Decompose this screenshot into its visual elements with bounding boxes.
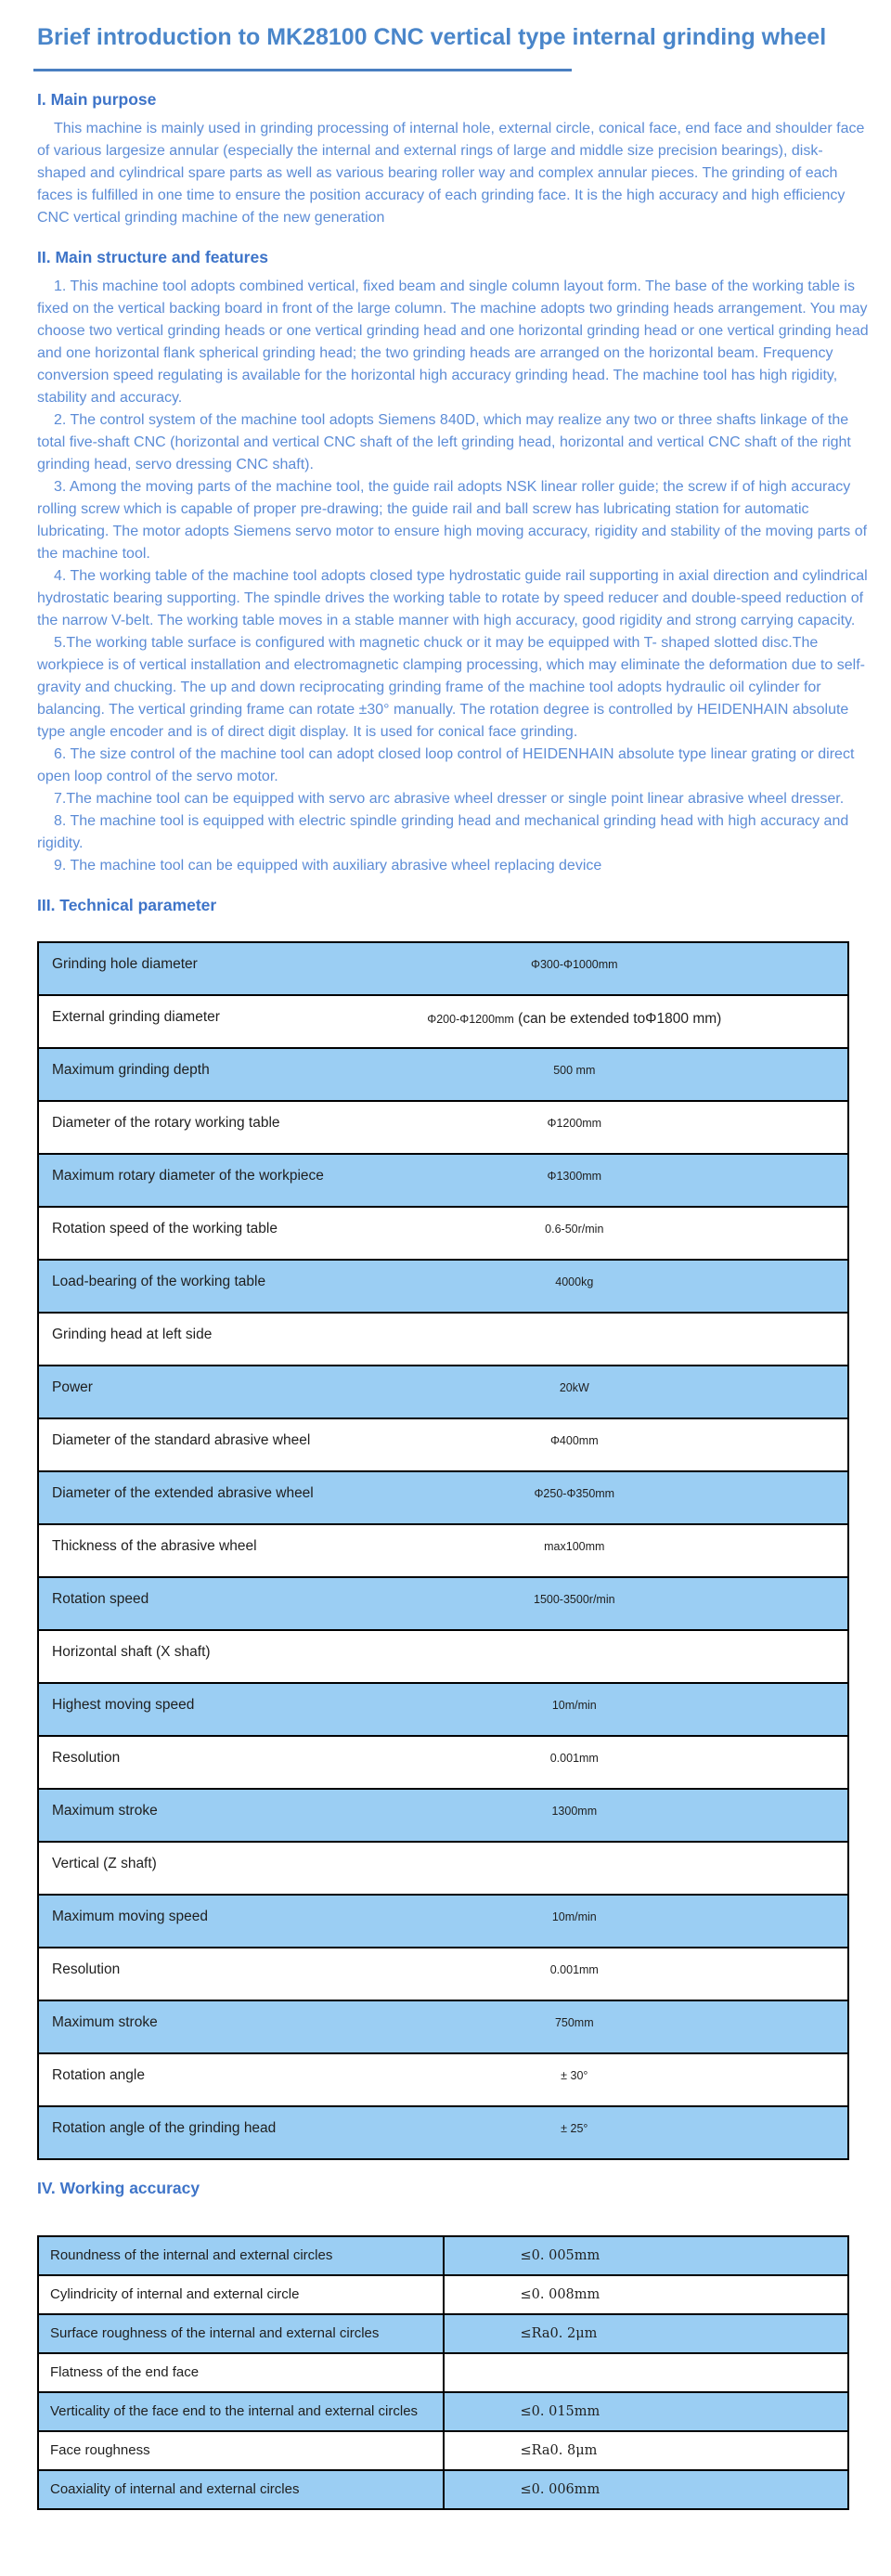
parameter-label: Coaxiality of internal and external circles bbox=[38, 2470, 444, 2509]
parameter-value: 750mm bbox=[411, 2000, 848, 2053]
parameter-label: Face roughness bbox=[38, 2431, 444, 2470]
feature-item: 5.The working table surface is configured with magnetic chuck or it may be equipped with T- shaped slotted disc.The workpiece is of vertical installation and electromagnetic clamping processing, which may eliminate the deformation due to self-gravity and chucking. The up and down reciprocating grinding frame of the machine tool adopts hydraulic oil cylinder for balancing. The vertical grinding frame can rotate ±30° manually. The rotation degree is controlled by HEIDENHAIN absolute type angle encoder and is of direct digit display. It is used for conical face grinding. bbox=[37, 634, 865, 740]
parameter-value: Φ250-Φ350mm bbox=[411, 1471, 848, 1524]
parameter-label: Maximum moving speed bbox=[38, 1895, 411, 1948]
parameter-label: Vertical (Z shaft) bbox=[38, 1842, 411, 1895]
parameter-label: Rotation speed bbox=[38, 1577, 411, 1630]
table-row bbox=[38, 1683, 848, 1736]
feature-item: 6. The size control of the machine tool can adopt closed loop control of HEIDENHAIN absolute type linear grating or direct open loop control of the servo motor. bbox=[37, 745, 855, 784]
main-purpose-paragraph: This machine is mainly used in grinding processing of internal hole, external circle, conical face, end face and shoulder face of various largesize annular (especially the internal and external rings of large and middle size precision bearings), disk-shaped and cylindrical spare parts as well as various bearing roller way and complex annular pieces. The grinding of each faces is fulfilled in one time to ensure the position accuracy of each grinding face. It is the high accuracy and high efficiency CNC vertical grinding machine of the new generation bbox=[37, 120, 865, 226]
parameter-label: External grinding diameter bbox=[38, 995, 411, 1048]
parameter-value: max100mm bbox=[411, 1524, 848, 1577]
parameter-value: 1500-3500r/min bbox=[411, 1577, 848, 1630]
table-row bbox=[38, 1366, 848, 1418]
parameter-value: ≤Ra0. 8μm bbox=[444, 2431, 849, 2470]
parameter-label: Thickness of the abrasive wheel bbox=[38, 1524, 411, 1577]
parameter-value: 1300mm bbox=[411, 1789, 848, 1842]
parameter-label: Maximum stroke bbox=[38, 2000, 411, 2053]
parameter-value: ≤0. 006mm bbox=[444, 2470, 849, 2509]
table-row bbox=[38, 1577, 848, 1630]
parameter-value: ± 30° bbox=[411, 2053, 848, 2106]
parameter-value: 0.001mm bbox=[411, 1948, 848, 2000]
title-underline bbox=[33, 69, 572, 71]
table-row bbox=[38, 2353, 848, 2392]
parameter-label: Cylindricity of internal and external circle bbox=[38, 2275, 444, 2314]
feature-item: 3. Among the moving parts of the machine tool, the guide rail adopts NSK linear roller guide; the screw if of high accuracy rolling screw which is capable of proper pre-drawing; the guide rail and ball screw has lubricating station for automatic lubricating. The motor adopts Siemens servo motor to ensure high moving accuracy, rigidity and stability of the moving parts of the machine tool. bbox=[37, 478, 868, 562]
parameter-value: 10m/min bbox=[411, 1895, 848, 1948]
parameter-value: Φ200-Φ1200mm (can be extended toΦ1800 mm) bbox=[411, 995, 848, 1048]
table-row bbox=[38, 1895, 848, 1948]
parameter-label: Flatness of the end face bbox=[38, 2353, 444, 2392]
parameter-value: ≤0. 008mm bbox=[444, 2275, 849, 2314]
parameter-label: Diameter of the rotary working table bbox=[38, 1101, 411, 1154]
section-heading-working-accuracy: IV. Working accuracy bbox=[37, 2178, 200, 2197]
parameter-label: Verticality of the face end to the internal and external circles bbox=[38, 2392, 444, 2431]
feature-item: 8. The machine tool is equipped with electric spindle grinding head and mechanical grinding head with high accuracy and rigidity. bbox=[37, 812, 849, 851]
section-heading-main-purpose: I. Main purpose bbox=[37, 89, 157, 109]
section-heading-structure-features: II. Main structure and features bbox=[37, 247, 268, 266]
table-row bbox=[38, 1789, 848, 1842]
parameter-value: 20kW bbox=[411, 1366, 848, 1418]
parameter-value: ± 25° bbox=[411, 2106, 848, 2159]
parameter-value: Φ1200mm bbox=[411, 1101, 848, 1154]
table-row bbox=[38, 2314, 848, 2353]
table-row bbox=[38, 942, 848, 995]
parameter-value: Φ300-Φ1000mm bbox=[411, 942, 848, 995]
parameter-value: ≤0. 005mm bbox=[444, 2236, 849, 2275]
table-row bbox=[38, 2392, 848, 2431]
feature-item: 7.The machine tool can be equipped with servo arc abrasive wheel dresser or single point linear abrasive wheel dresser. bbox=[54, 790, 845, 807]
parameter-label: Grinding hole diameter bbox=[38, 942, 411, 995]
table-row bbox=[38, 1842, 848, 1895]
parameter-label: Rotation speed of the working table bbox=[38, 1207, 411, 1260]
table-row bbox=[38, 1313, 848, 1366]
table-row bbox=[38, 1418, 848, 1471]
parameter-value: 10m/min bbox=[411, 1683, 848, 1736]
feature-item: 2. The control system of the machine tool adopts Siemens 840D, which may realize any two or three shafts linkage of the total five-shaft CNC (horizontal and vertical CNC shaft of the left grinding head, horizontal and vertical CNC shaft of the right grinding head, servo dressing CNC shaft). bbox=[37, 411, 851, 472]
table-row bbox=[38, 2053, 848, 2106]
parameter-value: 0.6-50r/min bbox=[411, 1207, 848, 1260]
table-row bbox=[38, 2470, 848, 2509]
parameter-label: Rotation angle of the grinding head bbox=[38, 2106, 411, 2159]
parameter-value: 0.001mm bbox=[411, 1736, 848, 1789]
table-row bbox=[38, 2000, 848, 2053]
table-row bbox=[38, 2431, 848, 2470]
table-row bbox=[38, 1471, 848, 1524]
table-row bbox=[38, 1524, 848, 1577]
table-row bbox=[38, 995, 848, 1048]
table-row bbox=[38, 1736, 848, 1789]
parameter-value-note: (can be extended toΦ1800 mm) bbox=[513, 1010, 722, 1027]
parameter-value: ≤Ra0. 2μm bbox=[444, 2314, 849, 2353]
table-row bbox=[38, 2275, 848, 2314]
parameter-value bbox=[444, 2353, 849, 2392]
table-row bbox=[38, 1101, 848, 1154]
parameter-label: Resolution bbox=[38, 1948, 411, 2000]
table-row bbox=[38, 1048, 848, 1101]
table-row bbox=[38, 2236, 848, 2275]
parameter-value bbox=[411, 1313, 848, 1366]
table-row bbox=[38, 1630, 848, 1683]
parameter-label: Maximum stroke bbox=[38, 1789, 411, 1842]
feature-item: 9. The machine tool can be equipped with auxiliary abrasive wheel replacing device bbox=[54, 857, 602, 874]
parameter-label: Grinding head at left side bbox=[38, 1313, 411, 1366]
table-row bbox=[38, 1207, 848, 1260]
working-accuracy-table bbox=[37, 2235, 849, 2510]
parameter-value: 4000kg bbox=[411, 1260, 848, 1313]
parameter-value bbox=[411, 1842, 848, 1895]
parameter-value: Φ1300mm bbox=[411, 1154, 848, 1207]
parameter-value bbox=[411, 1630, 848, 1683]
parameter-label: Rotation angle bbox=[38, 2053, 411, 2106]
parameter-value: 500 mm bbox=[411, 1048, 848, 1101]
parameter-label: Horizontal shaft (X shaft) bbox=[38, 1630, 411, 1683]
table-row bbox=[38, 1948, 848, 2000]
parameter-label: Diameter of the extended abrasive wheel bbox=[38, 1471, 411, 1524]
feature-item: 4. The working table of the machine tool adopts closed type hydrostatic guide rail supporting in axial direction and cylindrical hydrostatic bearing supporting. The spindle drives the working table to rotate by speed reducer and double-speed reduction of the narrow V-belt. The working table moves in a stable manner with high accuracy, good rigidity and strong carrying capacity. bbox=[37, 567, 868, 628]
parameter-label: Maximum grinding depth bbox=[38, 1048, 411, 1101]
parameter-label: Roundness of the internal and external circles bbox=[38, 2236, 444, 2275]
parameter-label: Resolution bbox=[38, 1736, 411, 1789]
technical-parameter-table bbox=[37, 941, 849, 2160]
parameter-label: Power bbox=[38, 1366, 411, 1418]
table-row bbox=[38, 1154, 848, 1207]
table-row bbox=[38, 1260, 848, 1313]
table-row bbox=[38, 2106, 848, 2159]
section-heading-technical-parameter: III. Technical parameter bbox=[37, 895, 217, 914]
parameter-value: ≤0. 015mm bbox=[444, 2392, 849, 2431]
parameter-label: Highest moving speed bbox=[38, 1683, 411, 1736]
parameter-label: Diameter of the standard abrasive wheel bbox=[38, 1418, 411, 1471]
feature-item: 1. This machine tool adopts combined vertical, fixed beam and single column layout form. The base of the working table is fixed on the vertical backing board in front of the large column. The machine adopts two grinding heads arrangement. You may choose two vertical grinding heads or one vertical grinding head and one horizontal grinding head or one vertical grinding head and one horizontal flank spherical grinding head; the two grinding heads are arranged on the horizontal beam. Frequency conversion speed regulating is available for the horizontal high accuracy grinding head. The machine tool has high rigidity, stability and accuracy. bbox=[37, 278, 869, 406]
parameter-label: Load-bearing of the working table bbox=[38, 1260, 411, 1313]
page-title: Brief introduction to MK28100 CNC vertical type internal grinding wheel bbox=[37, 24, 827, 50]
parameter-label: Surface roughness of the internal and external circles bbox=[38, 2314, 444, 2353]
parameter-value: Φ400mm bbox=[411, 1418, 848, 1471]
parameter-label: Maximum rotary diameter of the workpiece bbox=[38, 1154, 411, 1207]
